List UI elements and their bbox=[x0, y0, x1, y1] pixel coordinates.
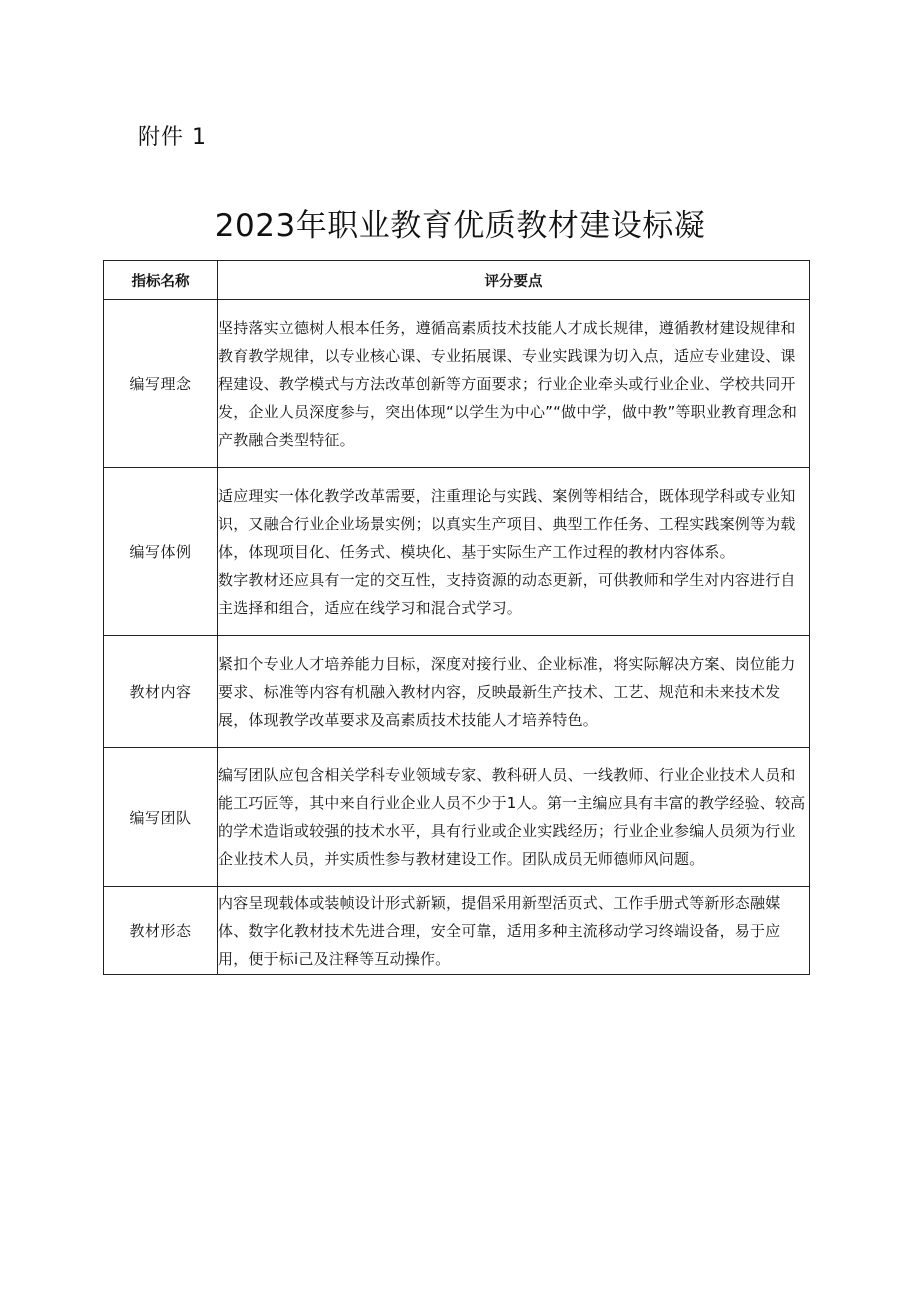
table-row bbox=[104, 300, 810, 468]
scoring-points-cell bbox=[218, 887, 810, 975]
scoring-points-cell bbox=[218, 300, 810, 468]
table-row bbox=[104, 887, 810, 975]
scoring-point-text: 编写团队应包含相关学科专业领域专家、教科研人员、一线教师、行业企业技术人员和能工巧匠等，其中来自行业企业人员不少于1人。第一主编应具有丰富的教学经验、较高的学术造诣或较强的技术水平，具有行业或企业实践经历；行业企业参编人员须为行业企业技术人员，并实质性参与教材建设工作。团队成员无师德师风问题。 bbox=[218, 766, 806, 868]
scoring-points-cell bbox=[218, 748, 810, 887]
document-title: 2023年职业教育优质教材建设标凝 bbox=[214, 208, 706, 244]
scoring-point-text: 内容呈现载体或装帧设计形式新颖，提倡采用新型活页式、工作手册式等新形态融媒体、数字化教材技术先进合理，安全可靠，适用多种主流移动学习终端设备，易于应用，便于标i己及注释等互动操作。 bbox=[218, 893, 781, 968]
scoring-point-text: 数字教材还应具有一定的交互性，支持资源的动态更新，可供教师和学生对内容进行自主选择和组合，适应在线学习和混合式学习。 bbox=[218, 570, 796, 617]
scoring-point-text: 坚持落实立德树人根本任务，遵循高素质技术技能人才成长规律，遵循教材建设规律和教育教学规律，以专业核心课、专业拓展课、专业实践课为切入点，适应专业建设、课程建设、教学模式与方法改革创新等方面要求；行业企业牵头或行业企业、学校共同开发，企业人员深度参与，突出体现“以学生为中心”“做中学，做中教”等职业教育理念和产教融合类型特征。 bbox=[218, 318, 798, 449]
indicator-name-cell: 教材形态 bbox=[104, 887, 218, 975]
indicator-name-cell: 编写体例 bbox=[104, 468, 218, 636]
criteria-table bbox=[103, 260, 810, 975]
table-row bbox=[104, 468, 810, 636]
header-indicator-name: 指标名称 bbox=[104, 261, 218, 300]
header-scoring-points: 评分要点 bbox=[218, 261, 810, 300]
indicator-name-cell: 教材内容 bbox=[104, 636, 218, 748]
scoring-points-cell bbox=[218, 468, 810, 636]
attachment-label: 附件 1 bbox=[138, 125, 207, 150]
indicator-name-cell: 编写理念 bbox=[104, 300, 218, 468]
indicator-name-cell: 编写团队 bbox=[104, 748, 218, 887]
scoring-points-cell bbox=[218, 636, 810, 748]
table-row bbox=[104, 636, 810, 748]
table-header-row bbox=[104, 261, 810, 300]
scoring-point-text: 适应理实一体化教学改革需要，注重理论与实践、案例等相结合，既体现学科或专业知识，又融合行业企业场景实例；以真实生产项目、典型工作任务、工程实践案例等为载体，体现项目化、任务式、模块化、基于实际生产工作过程的教材内容体系。 bbox=[218, 486, 796, 561]
scoring-point-text: 紧扣个专业人才培养能力目标，深度对接行业、企业标准，将实际解决方案、岗位能力要求、标准等内容有机融入教材内容，反映最新生产技术、工艺、规范和未来技术发展，体现教学改革要求及高素质技术技能人才培养特色。 bbox=[218, 654, 796, 729]
table-row bbox=[104, 748, 810, 887]
